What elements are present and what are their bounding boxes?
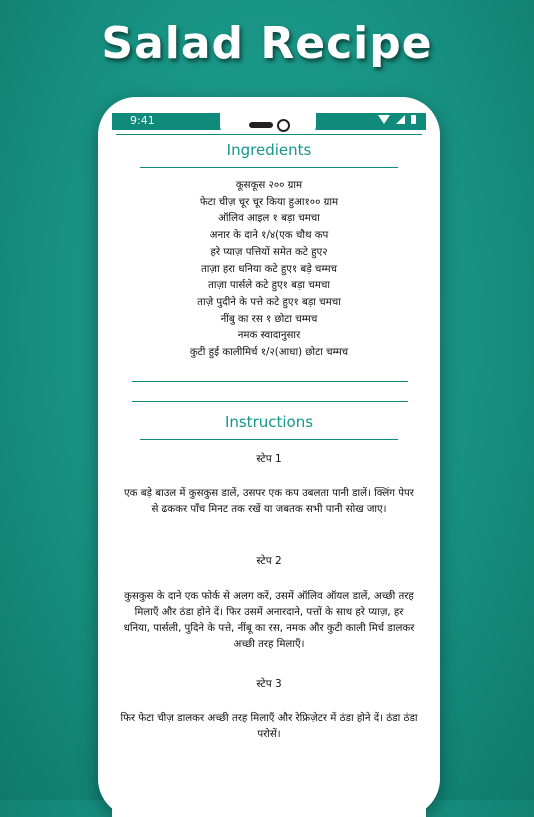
wifi-icon [378, 115, 390, 124]
status-time: 9:41 [130, 114, 155, 127]
battery-icon [411, 115, 416, 124]
step-3-label: स्टेप 3 [256, 678, 282, 690]
ingredient-item: नींबु का रस १ छोटा चम्मच [220, 313, 318, 325]
app-banner-title: Salad Recipe [101, 18, 433, 69]
ingredient-item: हरे प्याज़ पत्तियों समेत कटे हुए२ [210, 246, 328, 258]
ingredient-item: कुटी हुई कालीमिर्च १/२(आधा) छोटा चम्मच [189, 347, 349, 359]
instructions-title-underline [140, 439, 398, 440]
instructions-title: Instructions [224, 413, 314, 431]
camera-icon [277, 119, 290, 132]
ingredients-title-underline [140, 167, 398, 168]
ingredient-item: ताज़ा हरा धनिया कटे हुए१ बड़े चम्मच [200, 263, 338, 275]
ingredient-item: ताज़ा पार्सले कटे हुए१ बड़ा चमचा [208, 280, 330, 292]
divider-top [116, 134, 422, 135]
ingredients-title: Ingredients [226, 141, 312, 159]
step-1-label: स्टेप 1 [256, 453, 282, 465]
phone-screen [112, 113, 426, 817]
status-icons [378, 115, 416, 124]
divider-middle-1 [132, 381, 408, 382]
step-2-text: कुसकुस के दाने एक फोर्क से अलग करें, उसमें ऑलिव ऑयल डालें, अच्छी तरह मिलाएँ और ठंडा होने दें। फिर उसमें अनारदाने, पत्तों के साथ हरे प्याज़, हर धनिया, पार्सली, पुदिने के पत्ते, नींबू का रस, नमक और कुटी काली मिर्च डालकर अच्छी तरह मिलाएँ। [123, 591, 415, 650]
divider-middle-2 [132, 401, 408, 402]
speaker-icon [249, 122, 273, 128]
step-3-text: फिर फेटा चीज़ डालकर अच्छी तरह मिलाएँ और रेफ्रिज़ेटर में ठंडा होने दें। ठंडा ठंडा परोसें। [120, 713, 418, 740]
ingredient-item: ताज़े पुदीने के पत्ते कटे हुए१ बड़ा चमचा [197, 296, 341, 308]
ingredient-item: अनार के दाने १/४(एक चौथ कप [209, 230, 329, 242]
step-1-text: एक बड़े बाउल में कुसकुस डालें, उसपर एक कप उबलता पानी डालें। क्लिंग पेपर से ढककर पाँच मिनट तक रखें या जबतक सभी पानी सोख जाए। [124, 488, 414, 515]
step-2-label: स्टेप 2 [256, 555, 282, 567]
signal-icon [396, 115, 405, 124]
ingredient-item: फेटा चीज़ चूर चूर किया हुआ१०० ग्राम [199, 196, 339, 208]
ingredients-list [112, 178, 426, 362]
ingredient-item: कूसकूस २०० ग्राम [235, 180, 303, 191]
ingredient-item: ऑलिव आइल १ बड़ा चमचा [218, 213, 320, 225]
phone-frame [98, 97, 440, 817]
ingredient-item: नमक स्वादानुसार [237, 330, 301, 342]
